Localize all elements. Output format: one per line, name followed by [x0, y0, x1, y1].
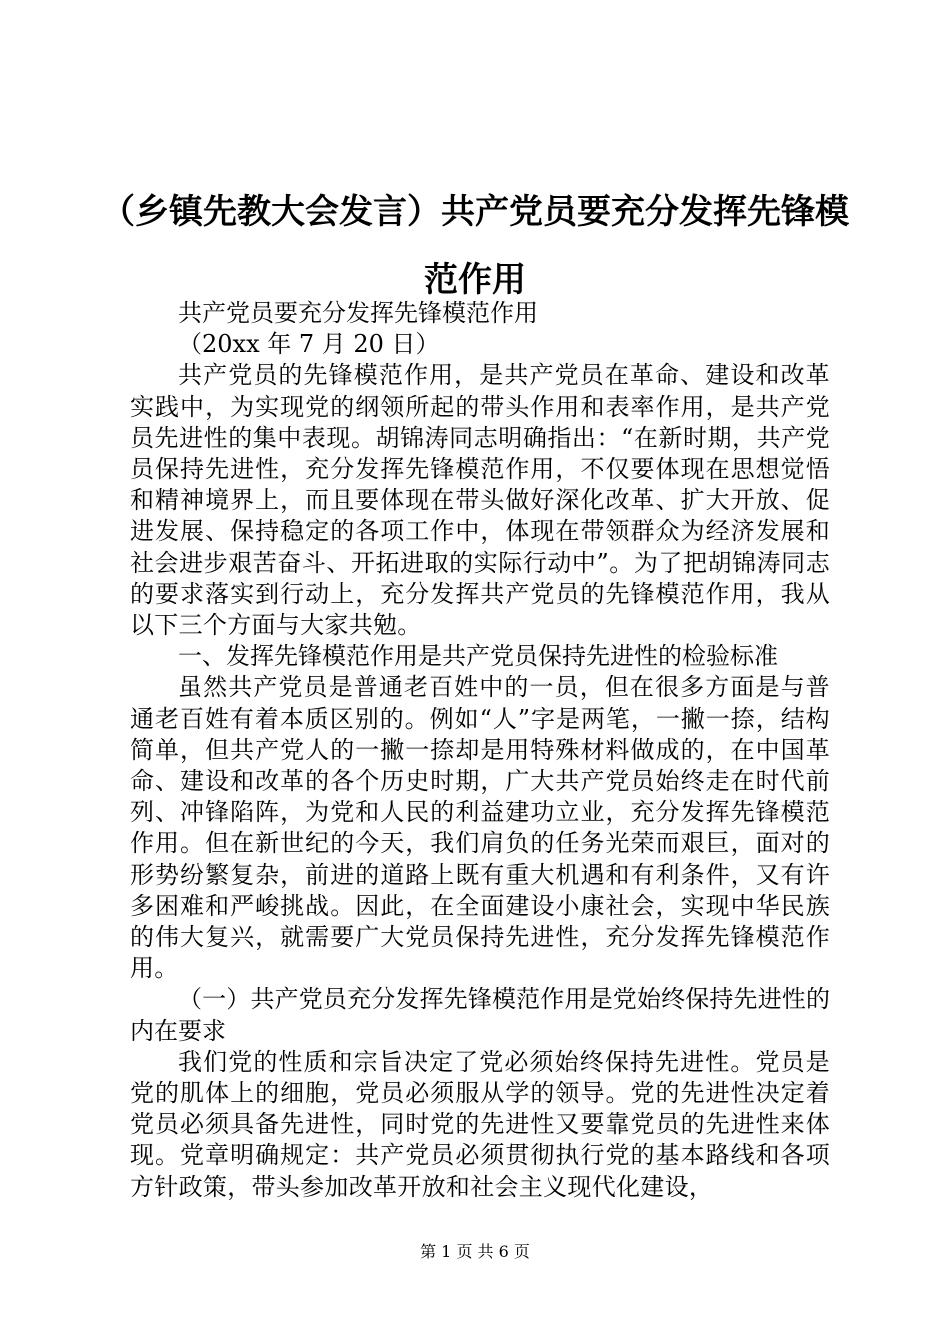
- paragraph-intro: 共产党员的先锋模范作用，是共产党员在革命、建设和改革实践中，为实现党的纲领所起的带头作用和表率作用，是共产党员先进性的集中表现。胡锦涛同志明确指出：“在新时期，共产党员保持先进性，充分发挥先锋模范作用，不仅要体现在思想觉悟和精神境界上，而且要体现在带头做好深化改革、扩大开放、促进发展、保持稳定的各项工作中，体现在带领群众为经济发展和社会进步艰苦奋斗、开拓进取的实际行动中”。为了把胡锦涛同志的要求落实到行动上，充分发挥共产党员的先锋模范作用，我从以下三个方面与大家共勉。: [130, 361, 830, 640]
- document-subtitle: 共产党员要充分发挥先锋模范作用: [178, 299, 538, 327]
- document-date: （20xx 年 7 月 20 日）: [178, 330, 440, 359]
- page-footer: 第 1 页 共 6 页: [420, 1242, 530, 1261]
- paragraph-section-1: 虽然共产党员是普通老百姓中的一员，但在很多方面是与普通老百姓有着本质区别的。例如“人”字是两笔，一撇一捺，结构简单，但共产党人的一撇一捺却是用特殊材料做成的，在中国革命、建设和改革的各个历史时期，广大共产党员始终走在时代前列、冲锋陷阵，为党和人民的利益建功立业，充分发挥先锋模范作用。但在新世纪的今天，我们肩负的任务光荣而艰巨，面对的形势纷繁复杂，前进的道路上既有重大机遇和有利条件，又有许多困难和严峻挑战。因此，在全面建设小康社会，实现中华民族的伟大复兴，就需要广大党员保持先进性，充分发挥先锋模范作用。: [130, 673, 830, 983]
- document-title: （乡镇先教大会发言）共产党员要充分发挥先锋模范作用: [101, 192, 849, 300]
- paragraph-subsection-1: 我们党的性质和宗旨决定了党必须始终保持先进性。党员是党的肌体上的细胞，党员必须服从学的领导。党的先进性决定着党员必须具备先进性，同时党的先进性又要靠党员的先进性来体现。党章明确规定：共产党员必须贯彻执行党的基本路线和各项方针政策，带头参加改革开放和社会主义现代化建设，: [130, 1047, 830, 1201]
- subsection-heading-1: （一）共产党员充分发挥先锋模范作用是党始终保持先进性的内在要求: [130, 985, 830, 1045]
- document-body: [130, 298, 830, 1203]
- section-heading-1: 一、发挥先锋模范作用是共产党员保持先进性的检验标准: [178, 642, 778, 671]
